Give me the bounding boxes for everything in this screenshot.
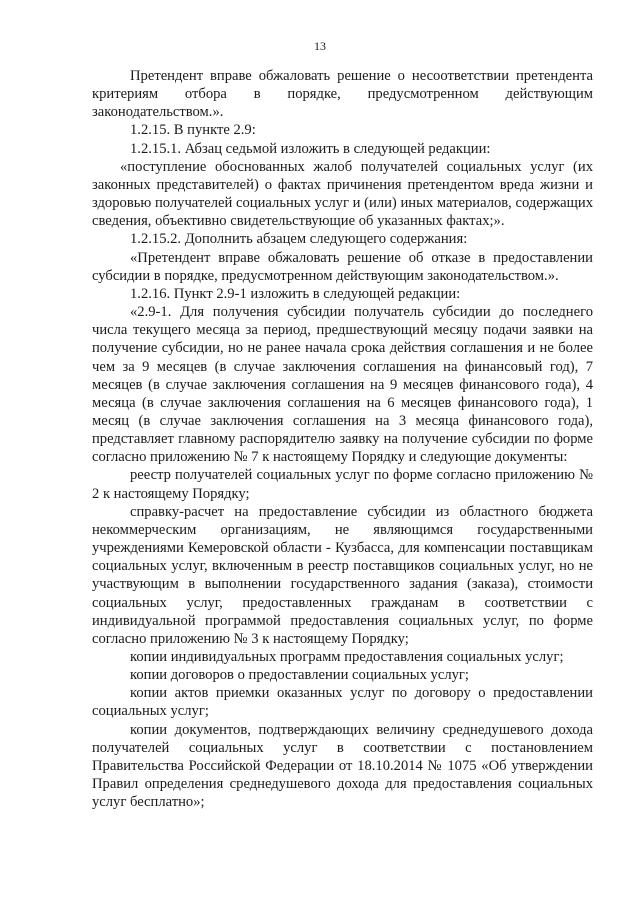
page-number: 13 [314,39,326,53]
document-body [92,67,593,811]
paragraph-calculation-certificate: справку-расчет на предоставление субсидии из областного бюджета некоммерческим организациям, не являющимся государственными учреждениями Кемеровской области - Кузбасса, для компенсации поставщикам социальных услуг, включенным в реестр поставщиков социальных услуг, но не участвующим в выполнении государственного задания (заказа), стоимости социальных услуг, предоставленных гражданам в соответствии с индивидуальной программой предоставления социальных услуг, по форме согласно приложению № 3 к настоящему Порядку; [92,503,593,647]
paragraph-item-1-2-16: 1.2.16. Пункт 2.9-1 изложить в следующей редакции: [130,285,461,302]
paragraph-complaints: «поступление обоснованных жалоб получателей социальных услуг (их законных представителей) о фактах причинения претендентом вреда жизни и здоровью получателей социальных услуг и (или) иных материалов, содержащих сведения, объективно свидетельствующие об указанных фактах;». [92,158,593,230]
paragraph-appeal-refusal: «Претендент вправе обжаловать решение об отказе в предоставлении субсидии в порядке, предусмотренном действующим законодательством.». [92,249,593,284]
paragraph-contract-copies: копии договоров о предоставлении социальных услуг; [130,667,469,684]
paragraph-appeal-criteria: Претендент вправе обжаловать решение о несоответствии претендента критериям отбора в порядке, предусмотренном действующим законодательством.». [92,68,593,121]
paragraph-recipients-register: реестр получателей социальных услуг по форме согласно приложению № 2 к настоящему Порядку; [92,467,593,502]
paragraph-acceptance-acts: копии актов приемки оказанных услуг по договору о предоставлении социальных услуг; [92,685,593,720]
paragraph-clause-2-9-1: «2.9-1. Для получения субсидии получатель субсидии до последнего числа текущего месяца за период, предшествующий месяцу подачи заявки на получение субсидии, но не ранее начала срока действия соглашения и не более чем за 9 месяцев (в случае заключения соглашения на финансовый год), 7 месяцев (в случае заключения соглашения на 9 месяцев финансового года), 4 месяца (в случае заключения соглашения на 6 месяцев финансового года), 1 месяц (в случае заключения соглашения на 3 месяца финансового года), представляет главному распорядителю заявку на получение субсидии по форме согласно приложению № 7 к настоящему Порядку и следующие документы: [92,304,593,466]
paragraph-item-1-2-15-1: 1.2.15.1. Абзац седьмой изложить в следующей редакции: [130,140,491,157]
paragraph-item-1-2-15-2: 1.2.15.2. Дополнить абзацем следующего содержания: [130,231,468,248]
paragraph-item-1-2-15: 1.2.15. В пункте 2.9: [130,122,256,139]
paragraph-income-documents: копии документов, подтверждающих величину среднедушевого дохода получателей социальных услуг в соответствии с постановлением Правительства Российской Федерации от 18.10.2014 № 1075 «Об утверждении Правил определения среднедушевого дохода для предоставления социальных услуг бесплатно»; [92,721,593,811]
paragraph-program-copies: копии индивидуальных программ предоставления социальных услуг; [130,649,564,665]
